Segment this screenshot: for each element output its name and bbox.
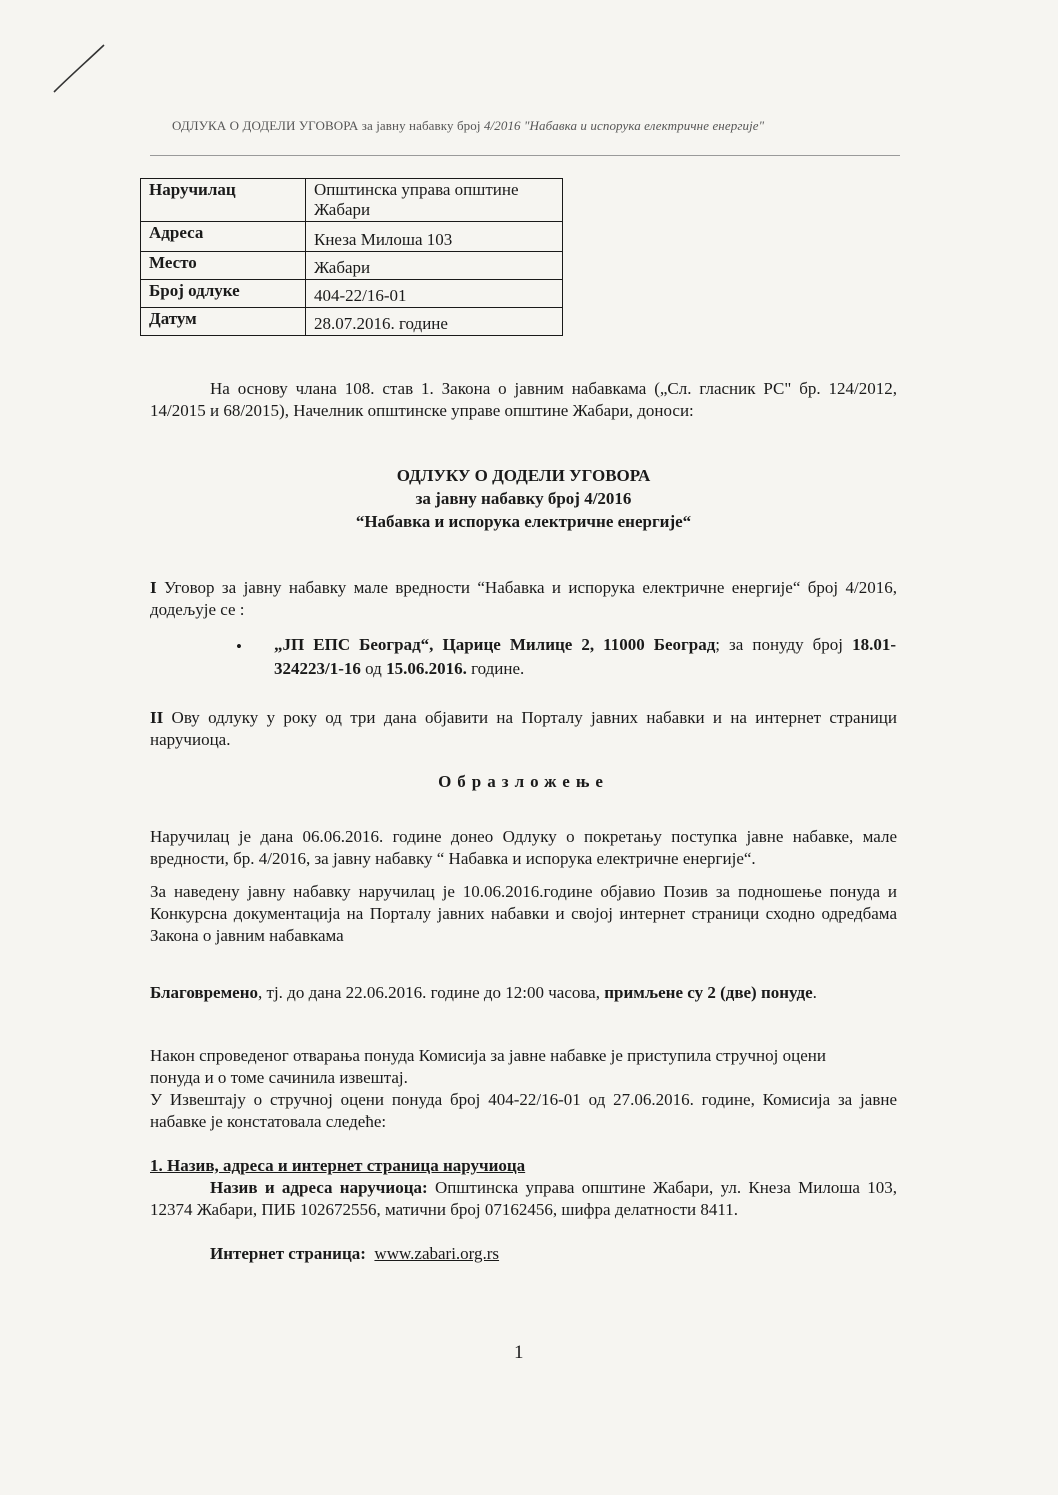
- table-row: [141, 179, 563, 222]
- section-two-text: Ову одлуку у року од три дана објавити на Порталу јавних набавки и на интернет страници наручиоца.: [150, 708, 897, 749]
- section-two-numeral: II: [150, 708, 164, 727]
- table-row: [141, 222, 563, 252]
- table-row: [141, 308, 563, 336]
- authority-name-address: [150, 1177, 897, 1221]
- subsection-heading: [150, 1155, 897, 1177]
- paragraph-call-publication: За наведену јавну набавку наручилац је 10.06.2016.године објавио Позив за подношење понуда и Конкурсна документација на Порталу јавних набавки и својој интернет страници сходно одредбама Закона о јавним набавкама: [150, 882, 897, 945]
- contracting-authority-table: [140, 178, 563, 336]
- award-supplier: „ЈП ЕПС Београд“, Царице Милице 2, 11000 Београд: [274, 635, 716, 654]
- paragraph-offers-received: [150, 982, 897, 1004]
- offers-period: .: [812, 983, 817, 1002]
- table-label: Датум: [141, 308, 306, 336]
- table-value: 28.07.2016. године: [306, 308, 563, 336]
- website-link[interactable]: www.zabari.org.rs: [374, 1244, 500, 1263]
- header-prefix: ОДЛУКА О ДОДЕЛИ УГОВОРА: [172, 118, 359, 133]
- authority-website: [150, 1243, 897, 1265]
- award-date: 15.06.2016.: [386, 659, 467, 678]
- intro-paragraph: На основу члана 108. став 1. Закона о јавним набавкама („Сл. гласник РС" бр. 124/2012, 14/2015 и 68/2015), Начелник општинске управе општине Жабари, доноси:: [150, 379, 897, 420]
- page-number: 1: [514, 1342, 524, 1363]
- award-offer-number: 18.01-324223/1-16: [274, 635, 896, 678]
- running-header: [172, 118, 764, 134]
- award-mid: ; за понуду број: [715, 635, 853, 654]
- offers-deadline-text: , тј. до дана 22.06.2016. године до 12:00 часова,: [258, 983, 605, 1002]
- header-rule: [150, 155, 900, 156]
- paragraph-decision-initiation: Наручилац је дана 06.06.2016. године донео Одлуку о покретању поступка јавне набавке, мале вредности, бр. 4/2016, за јавну набавку “ Набавка и испорука електричне енергије“.: [150, 827, 897, 868]
- header-italic: 4/2016 "Набавка и испорука електричне енергије": [483, 118, 765, 133]
- website-label: Интернет страница:: [210, 1244, 366, 1263]
- bullet-icon: •: [236, 637, 242, 656]
- authority-name-text: Општинска управа општине Жабари, ул. Кнеза Милоша 103, 12374 Жабари, ПИБ 102672556, матични број 07162456, шифра делатности 8411.: [150, 1178, 898, 1219]
- table-label: Број одлуке: [141, 280, 306, 308]
- table-value: Општинска управа општине Жабари: [306, 179, 563, 222]
- header-middle: за јавну набавку број: [358, 118, 484, 133]
- table-value: Жабари: [306, 252, 563, 280]
- award-from: од: [360, 659, 387, 678]
- section-one-numeral: I: [150, 578, 157, 597]
- section-one-text: Уговор за јавну набавку мале вредности “Набавка и испорука електричне енергије“ број 4/2016, додељује се :: [150, 578, 897, 619]
- award-end: године.: [466, 659, 525, 678]
- pen-stroke-mark: [52, 42, 108, 94]
- table-row: [141, 280, 563, 308]
- section-one: [150, 577, 897, 621]
- paragraph-report: У Извештају о стручној оцени понуда број 404-22/16-01 од 27.06.2016. године, Комисија за јавне набавке је констатовала следеће:: [150, 1090, 897, 1131]
- explanation-title: Образложење: [438, 772, 609, 791]
- offers-timely-label: Благовремено: [150, 983, 259, 1002]
- paragraph-evaluation: Након спроведеног отварања понуда Комисија за јавне набавке је приступила стручној оцени понуда и о томе сачинила извештај.: [150, 1046, 826, 1087]
- section-two: [150, 707, 897, 751]
- subsection-heading-text: 1. Назив, адреса и интернет страница наручиоца: [150, 1156, 526, 1175]
- offers-count: примљене су 2 (две) понуде: [604, 983, 813, 1002]
- decision-title: ОДЛУКУ О ДОДЕЛИ УГОВОРА: [396, 466, 651, 485]
- table-label: Наручилац: [141, 179, 306, 222]
- table-row: [141, 252, 563, 280]
- table-value: 404-22/16-01: [306, 280, 563, 308]
- authority-name-label: Назив и адреса наручиоца:: [210, 1178, 428, 1197]
- decision-subtitle: за јавну набавку број 4/2016: [415, 489, 632, 508]
- award-item: [274, 633, 896, 681]
- table-value: Кнеза Милоша 103: [306, 222, 563, 252]
- decision-procurement-name: “Набавка и испорука електричне енергије“: [355, 512, 692, 531]
- table-label: Адреса: [141, 222, 306, 252]
- table-label: Место: [141, 252, 306, 280]
